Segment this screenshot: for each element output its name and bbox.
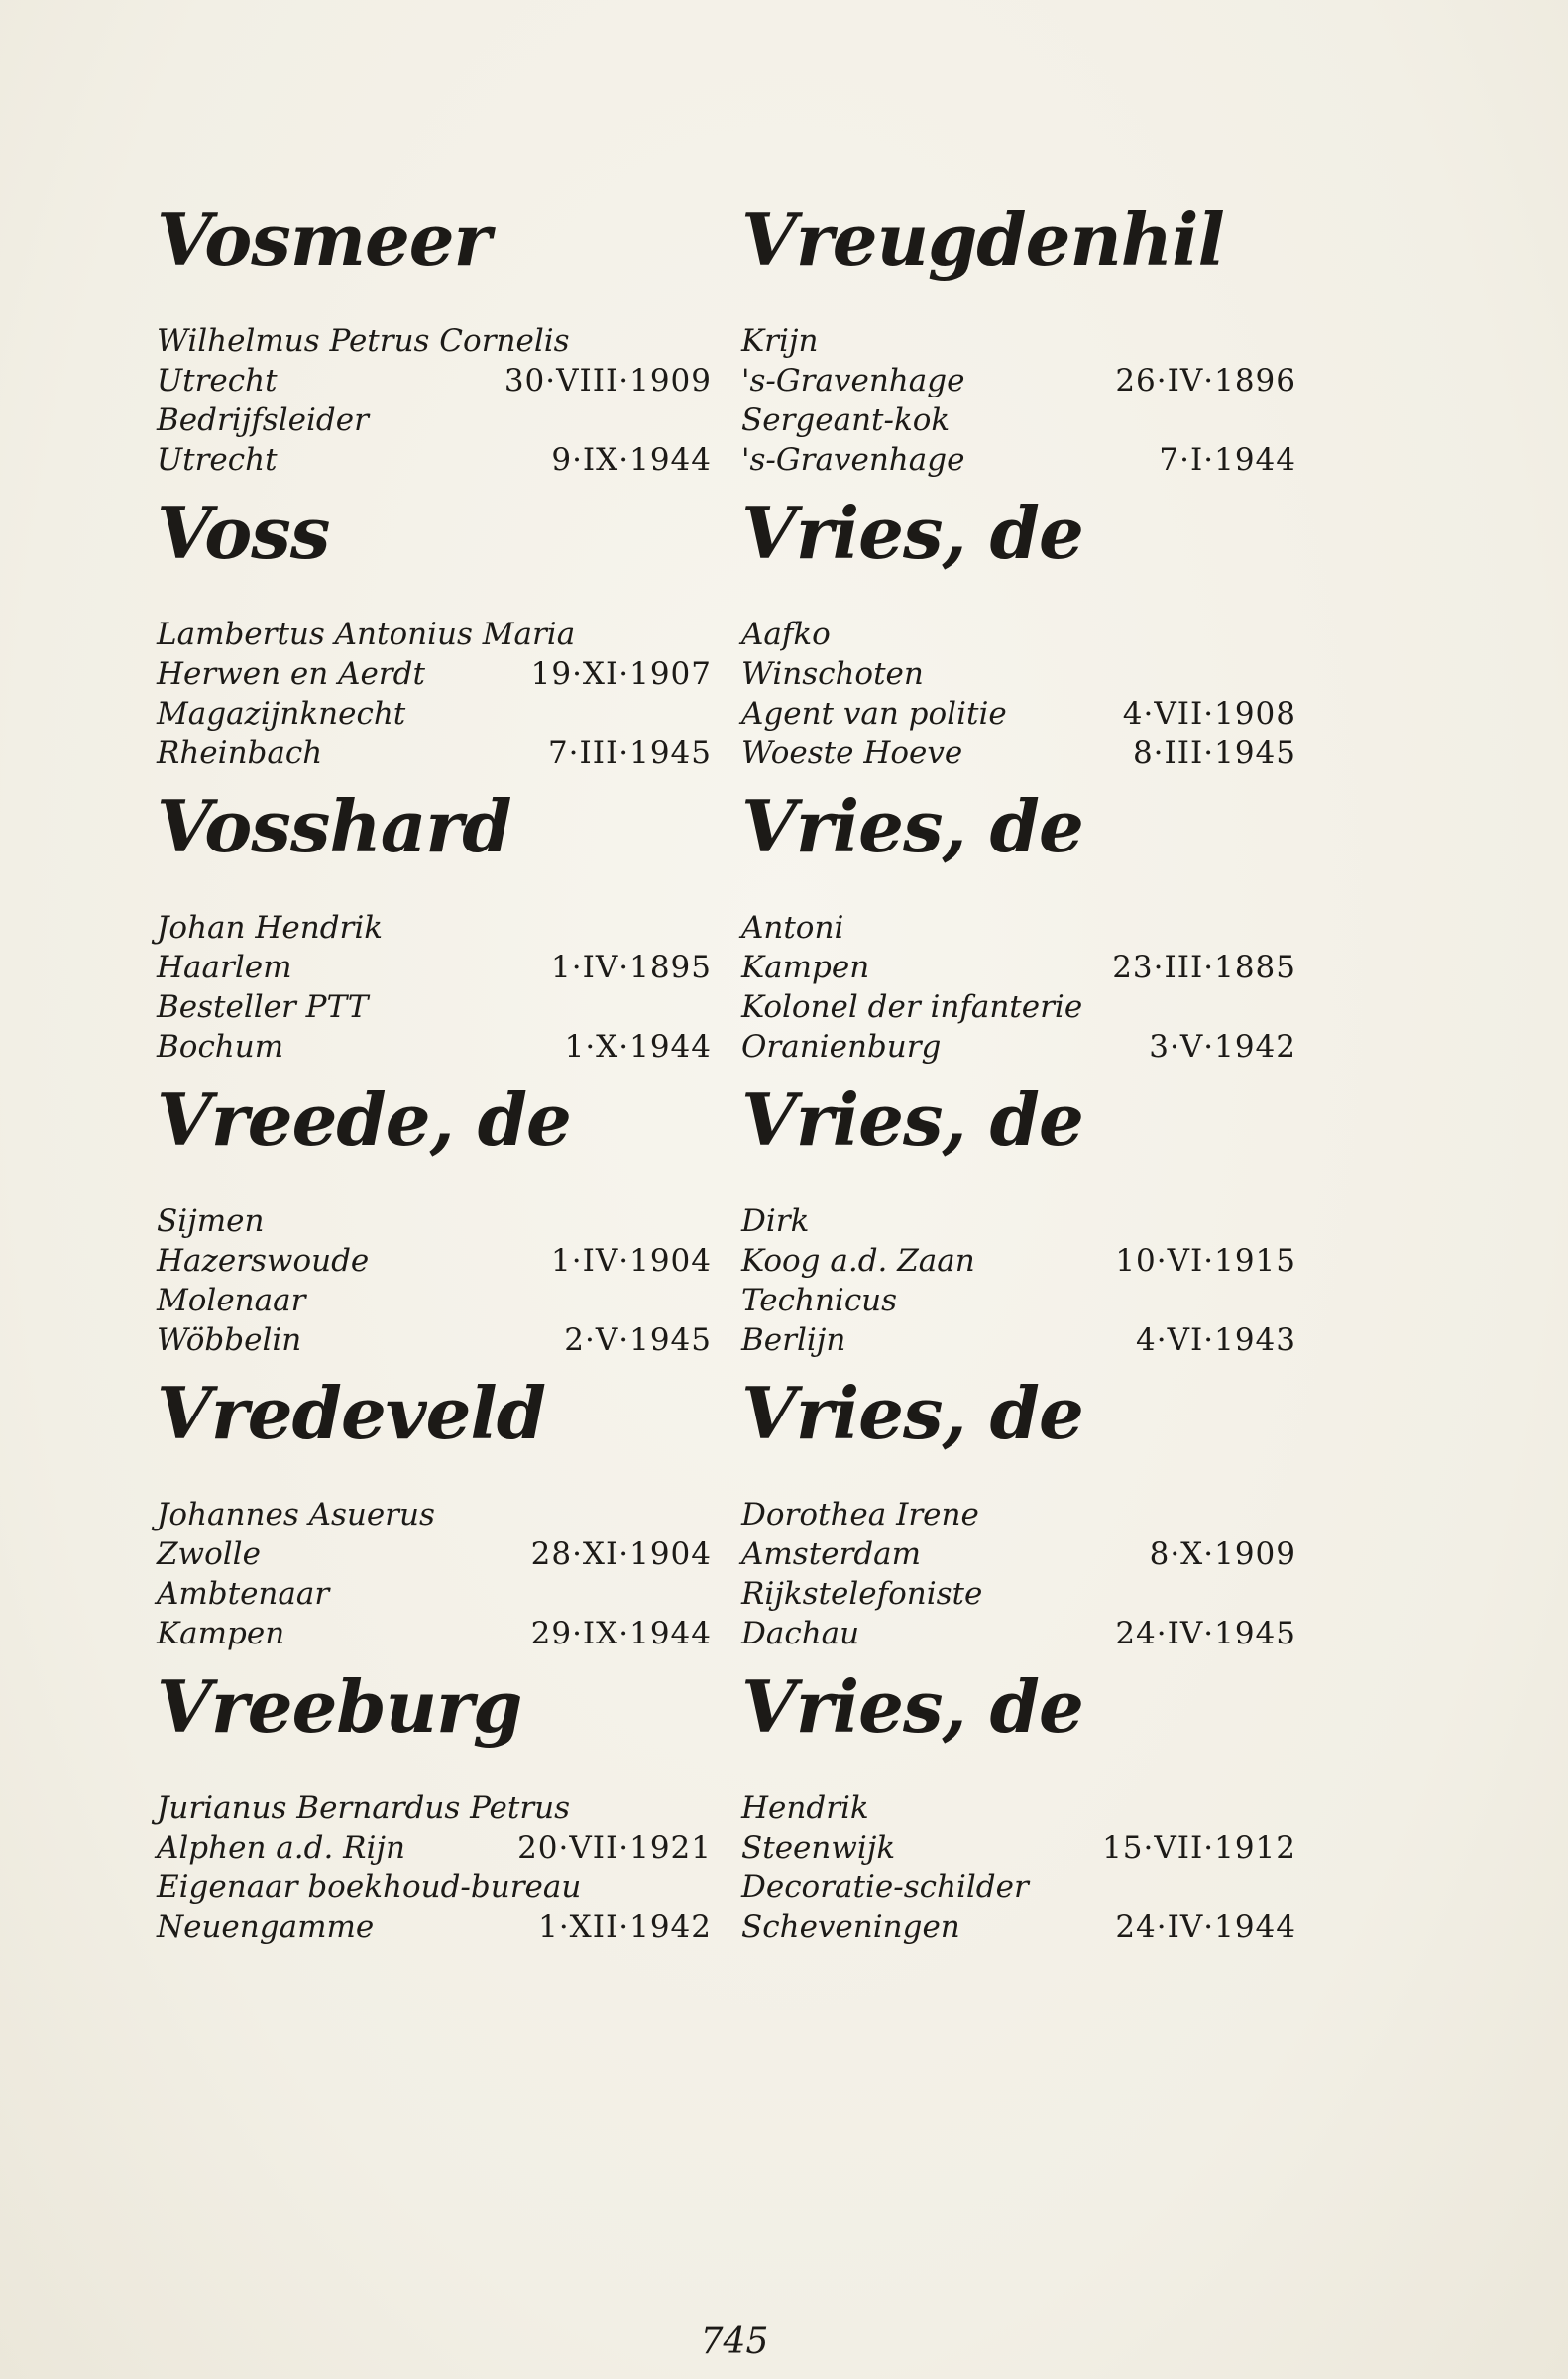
given-names: Lambertus Antonius Maria: [157, 617, 576, 652]
surname: Vries, de: [741, 491, 1083, 575]
birth-line: [741, 361, 1296, 400]
given-names-line: [157, 908, 712, 948]
occupation: Technicus: [741, 1283, 898, 1318]
deathdate: 2·V·1945: [564, 1322, 712, 1358]
birthdate: 1·IV·1895: [551, 950, 712, 985]
birth-line: [157, 654, 712, 694]
occupation: Kolonel der infanterie: [741, 989, 1083, 1025]
deathplace: 's-Gravenhage: [741, 442, 965, 478]
given-names: Krijn: [741, 323, 819, 359]
given-names: Aafko: [741, 617, 831, 652]
deathplace: Berlijn: [741, 1322, 846, 1358]
deathdate: 4·VI·1943: [1136, 1322, 1296, 1358]
entry: [157, 783, 712, 1076]
birthplace: Herwen en Aerdt: [157, 656, 425, 692]
entry: [157, 1076, 712, 1370]
left-column: [157, 196, 712, 1957]
occupation: Molenaar: [157, 1283, 306, 1318]
occupation: Ambtenaar: [157, 1576, 330, 1612]
given-names-line: [741, 1495, 1296, 1534]
birthdate: 26·IV·1896: [1115, 363, 1296, 398]
occupation: Decoratie-schilder: [741, 1869, 1029, 1905]
occupation-line: [157, 400, 712, 440]
deathplace: Neuengamme: [157, 1909, 375, 1945]
deathdate: 7·I·1944: [1159, 442, 1296, 478]
surname: Vosshard: [157, 784, 511, 868]
birth-line: [741, 1828, 1296, 1868]
given-names: Johannes Asuerus: [157, 1497, 435, 1532]
occupation: Bedrijfsleider: [157, 402, 369, 438]
birth-line: [157, 1241, 712, 1281]
birthdate: 23·III·1885: [1112, 950, 1296, 985]
occupation-line: [741, 694, 1296, 734]
deathdate: 29·IX·1944: [530, 1616, 712, 1651]
surname: Vredeveld: [157, 1371, 546, 1455]
entry: [157, 196, 712, 490]
given-names: Hendrik: [741, 1790, 869, 1826]
death-line: [741, 1907, 1296, 1947]
occupation-line: [157, 694, 712, 734]
death-line: [157, 1027, 712, 1067]
birth-line: [157, 361, 712, 400]
right-column: [741, 196, 1296, 1957]
birthplace: Kampen: [741, 950, 870, 985]
deathdate: 9·IX·1944: [551, 442, 712, 478]
birth-line: [741, 1241, 1296, 1281]
birthdate: 28·XI·1904: [530, 1536, 712, 1572]
surname: Vreeburg: [157, 1664, 522, 1749]
birth-line: [741, 654, 1296, 694]
occupation-line: [741, 1574, 1296, 1614]
given-names-line: [741, 321, 1296, 361]
deathplace: Rheinbach: [157, 736, 323, 771]
given-names-line: [741, 908, 1296, 948]
deathdate: 1·X·1944: [564, 1029, 712, 1065]
birthdate: 30·VIII·1909: [504, 363, 712, 398]
occupation-line: [157, 1868, 712, 1907]
given-names: Antoni: [741, 910, 844, 946]
occupation: Sergeant-kok: [741, 402, 951, 438]
entry: [157, 1663, 712, 1957]
birthdate: 1·IV·1904: [551, 1243, 712, 1279]
death-line: [741, 1320, 1296, 1360]
birthplace: Koog a.d. Zaan: [741, 1243, 975, 1279]
birth-line: [157, 1828, 712, 1868]
birthplace: 's-Gravenhage: [741, 363, 965, 398]
birth-line: [157, 948, 712, 987]
page-number: 745: [700, 2322, 769, 2362]
occupation-line: [157, 987, 712, 1027]
surname: Vosmeer: [157, 197, 491, 282]
entry: [741, 196, 1296, 490]
death-line: [157, 440, 712, 480]
deathdate: 24·IV·1944: [1115, 1909, 1296, 1945]
entry: [741, 783, 1296, 1076]
death-line: [741, 734, 1296, 773]
birth-line: [741, 1534, 1296, 1574]
given-names-line: [157, 615, 712, 654]
occupation-line: [741, 987, 1296, 1027]
birth-line: [741, 948, 1296, 987]
birthplace: Hazerswoude: [157, 1243, 370, 1279]
deathplace: Scheveningen: [741, 1909, 960, 1945]
occupation: Agent van politie: [741, 696, 1007, 732]
deathplace: Dachau: [741, 1616, 860, 1651]
surname: Vries, de: [741, 784, 1083, 868]
occupation-line: [157, 1281, 712, 1320]
occupation: Eigenaar boekhoud-bureau: [157, 1869, 582, 1905]
deathplace: Bochum: [157, 1029, 284, 1065]
given-names: Sijmen: [157, 1203, 265, 1239]
death-line: [741, 440, 1296, 480]
given-names: Dirk: [741, 1203, 810, 1239]
given-names-line: [741, 1201, 1296, 1241]
given-names: Dorothea Irene: [741, 1497, 979, 1532]
birthdate-extra: 4·VII·1908: [1122, 696, 1296, 732]
occupation: Magazijnknecht: [157, 696, 406, 732]
occupation-line: [741, 1868, 1296, 1907]
given-names-line: [157, 1495, 712, 1534]
surname: Vries, de: [741, 1664, 1083, 1749]
birthplace: Amsterdam: [741, 1536, 922, 1572]
occupation: Besteller PTT: [157, 989, 369, 1025]
entry: [157, 1370, 712, 1663]
deathdate: 7·III·1945: [547, 736, 712, 771]
surname: Vries, de: [741, 1077, 1083, 1162]
entry: [741, 1370, 1296, 1663]
birthdate: 15·VII·1912: [1102, 1830, 1296, 1866]
surname: Vreugdenhil: [741, 197, 1224, 282]
occupation: Rijkstelefoniste: [741, 1576, 983, 1612]
entry: [741, 490, 1296, 783]
death-line: [741, 1614, 1296, 1653]
birthdate: 19·XI·1907: [530, 656, 712, 692]
deathplace: Woeste Hoeve: [741, 736, 963, 771]
deathplace: Wöbbelin: [157, 1322, 302, 1358]
given-names-line: [157, 1788, 712, 1828]
surname: Voss: [157, 491, 330, 575]
given-names: Johan Hendrik: [157, 910, 384, 946]
birthplace: Winschoten: [741, 656, 924, 692]
given-names-line: [157, 1201, 712, 1241]
death-line: [157, 1320, 712, 1360]
birthdate: 8·X·1909: [1149, 1536, 1296, 1572]
birth-line: [157, 1534, 712, 1574]
entry: [157, 490, 712, 783]
given-names-line: [157, 321, 712, 361]
death-line: [741, 1027, 1296, 1067]
deathdate: 1·XII·1942: [538, 1909, 712, 1945]
surname: Vreede, de: [157, 1077, 571, 1162]
death-line: [157, 734, 712, 773]
birthdate: 20·VII·1921: [517, 1830, 712, 1866]
deathdate: 3·V·1942: [1149, 1029, 1296, 1065]
given-names-line: [741, 615, 1296, 654]
surname: Vries, de: [741, 1371, 1083, 1455]
birthplace: Haarlem: [157, 950, 292, 985]
occupation-line: [741, 400, 1296, 440]
deathplace: Utrecht: [157, 442, 278, 478]
birthdate: 10·VI·1915: [1115, 1243, 1296, 1279]
birthplace: Alphen a.d. Rijn: [157, 1830, 405, 1866]
death-line: [157, 1614, 712, 1653]
death-line: [157, 1907, 712, 1947]
birthplace: Steenwijk: [741, 1830, 896, 1866]
deathdate: 24·IV·1945: [1115, 1616, 1296, 1651]
birthplace: Utrecht: [157, 363, 278, 398]
deathplace: Oranienburg: [741, 1029, 942, 1065]
entry: [741, 1076, 1296, 1370]
deathplace: Kampen: [157, 1616, 285, 1651]
given-names: Wilhelmus Petrus Cornelis: [157, 323, 570, 359]
given-names-line: [741, 1788, 1296, 1828]
birthplace: Zwolle: [157, 1536, 261, 1572]
occupation-line: [157, 1574, 712, 1614]
entry: [741, 1663, 1296, 1957]
deathdate: 8·III·1945: [1132, 736, 1296, 771]
given-names: Jurianus Bernardus Petrus: [157, 1790, 571, 1826]
occupation-line: [741, 1281, 1296, 1320]
